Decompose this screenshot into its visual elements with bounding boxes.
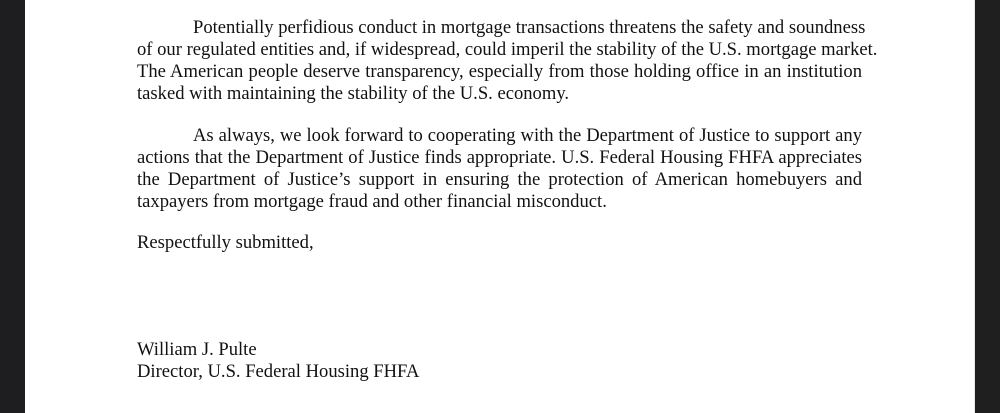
paragraph-safety-soundness	[137, 17, 878, 105]
signature-block	[137, 339, 862, 383]
paragraph-line: The American people deserve transparency, especially from those holding office in an institution	[137, 61, 862, 82]
paragraph-line: of our regulated entities and, if widespread, could imperil the stability of the U.S. mortgage market.	[137, 39, 878, 60]
document-page	[25, 0, 975, 413]
signatory-title: Director, U.S. Federal Housing FHFA	[137, 361, 420, 382]
paragraph-line: As always, we look forward to cooperating with the Department of Justice to support any	[193, 125, 862, 146]
signatory-name: William J. Pulte	[137, 339, 257, 360]
paragraph-line: Potentially perfidious conduct in mortgage transactions threatens the safety and soundness	[193, 17, 866, 38]
viewer-left-margin	[0, 0, 25, 413]
paragraph-line: tasked with maintaining the stability of the U.S. economy.	[137, 83, 570, 104]
paragraph-line: taxpayers from mortgage fraud and other financial misconduct.	[137, 191, 607, 212]
viewer-right-margin	[975, 0, 1000, 413]
paragraph-line: actions that the Department of Justice finds appropriate. U.S. Federal Housing FHFA appreciates	[137, 147, 862, 168]
paragraph-line: the Department of Justice’s support in ensuring the protection of American homebuyers and	[137, 169, 862, 190]
paragraph-doj-cooperation	[137, 125, 862, 213]
closing-line	[137, 232, 862, 254]
closing-text: Respectfully submitted,	[137, 232, 314, 253]
